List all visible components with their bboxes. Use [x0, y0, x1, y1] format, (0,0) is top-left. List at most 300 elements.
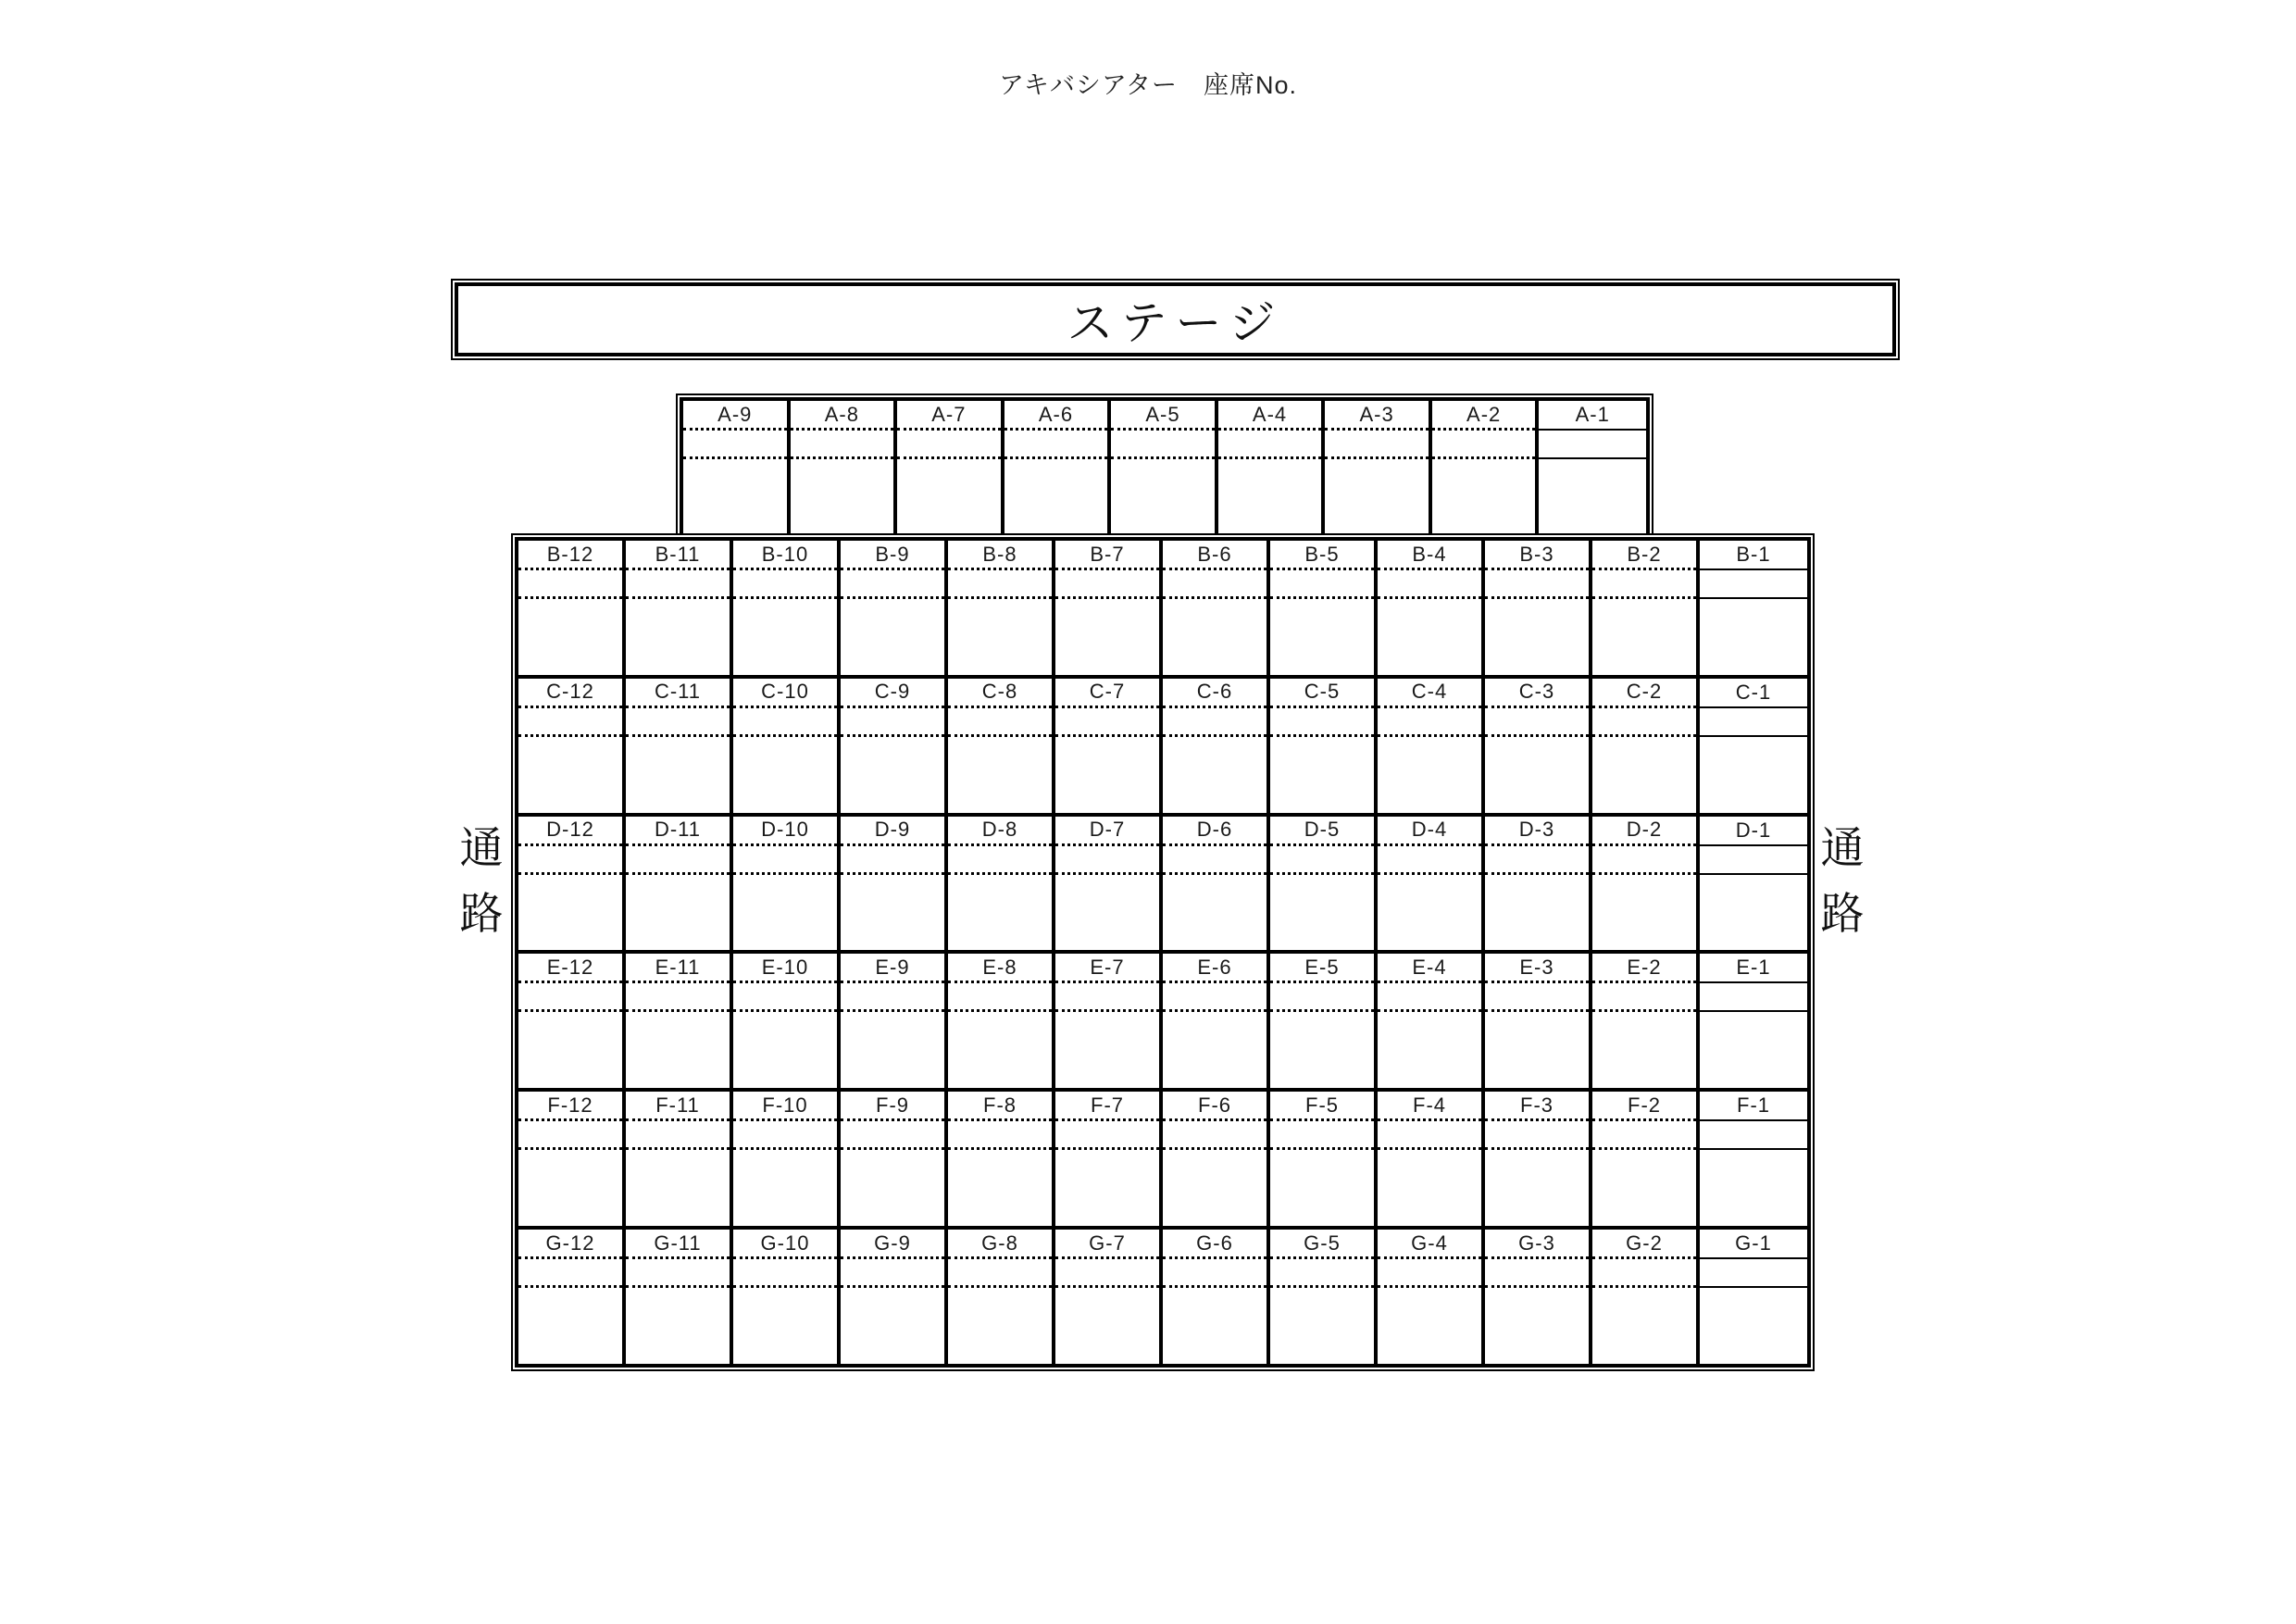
seat-slot-upper [1485, 846, 1589, 875]
seat-label: E-5 [1270, 954, 1374, 983]
seat-label: G-6 [1163, 1230, 1267, 1259]
seat-slot-upper [626, 846, 730, 875]
aisle-right-char-2: 路 [1820, 889, 1865, 938]
seat-cell-e-12 [518, 954, 626, 1088]
main-seating-block [511, 533, 1815, 1371]
seat-slot-upper [1485, 1259, 1589, 1288]
seat-label: B-6 [1163, 541, 1267, 570]
seat-label: B-11 [626, 541, 730, 570]
seat-slot-lower [1378, 599, 1481, 675]
seat-slot-upper [1378, 846, 1481, 875]
seat-slot-upper [733, 708, 837, 737]
seat-slot-lower [1592, 599, 1696, 675]
seat-slot-lower [733, 1288, 837, 1364]
seat-cell-f-12 [518, 1092, 626, 1226]
seat-slot-upper [626, 570, 730, 599]
seat-slot-lower [1592, 875, 1696, 951]
seat-slot-lower [1270, 599, 1374, 675]
seat-label: D-9 [841, 817, 944, 846]
seat-slot-upper [1378, 570, 1481, 599]
seat-cell-a-5 [1111, 401, 1218, 533]
seat-slot-lower [1270, 1012, 1374, 1088]
seat-slot-upper [1163, 846, 1267, 875]
seat-label: B-9 [841, 541, 944, 570]
seat-label: B-3 [1485, 541, 1589, 570]
seat-label: E-8 [948, 954, 1052, 983]
seat-cell-a-9 [683, 401, 791, 533]
seat-label: G-7 [1055, 1230, 1159, 1259]
seat-slot-upper [626, 1259, 730, 1288]
seat-label: C-8 [948, 679, 1052, 708]
seat-slot-lower [948, 1012, 1052, 1088]
seat-slot-lower [626, 1150, 730, 1226]
seat-label: B-1 [1700, 541, 1807, 570]
seat-slot-lower [733, 875, 837, 951]
seat-slot-upper [1378, 708, 1481, 737]
seat-cell-g-8 [948, 1230, 1055, 1364]
seat-slot-upper [1325, 431, 1429, 459]
seat-row-group-e [518, 954, 1807, 1092]
seat-label: A-9 [683, 401, 787, 431]
seat-slot-lower [518, 599, 622, 675]
seat-label: D-4 [1378, 817, 1481, 846]
seat-label: F-6 [1163, 1092, 1267, 1121]
seat-slot-upper [1055, 846, 1159, 875]
seat-cell-a-4 [1218, 401, 1326, 533]
seat-slot-lower [1163, 1150, 1267, 1226]
seat-slot-upper [948, 983, 1052, 1012]
seat-label: C-1 [1700, 679, 1807, 708]
seat-slot-upper [1055, 570, 1159, 599]
seat-label: G-2 [1592, 1230, 1696, 1259]
seat-cell-e-7 [1055, 954, 1163, 1088]
seat-slot-lower [1539, 459, 1646, 533]
seat-cell-e-4 [1378, 954, 1485, 1088]
seat-slot-upper [1700, 846, 1807, 875]
seat-cell-c-5 [1270, 679, 1378, 813]
seat-slot-upper [1163, 708, 1267, 737]
seat-label: G-3 [1485, 1230, 1589, 1259]
seat-cell-e-3 [1485, 954, 1592, 1088]
seat-slot-upper [1004, 431, 1108, 459]
seat-cell-d-6 [1163, 817, 1270, 951]
seat-slot-lower [841, 737, 944, 813]
seat-label: D-11 [626, 817, 730, 846]
seat-slot-lower [948, 875, 1052, 951]
seat-slot-upper [1163, 570, 1267, 599]
seat-slot-lower [1163, 1012, 1267, 1088]
seat-slot-lower [1485, 599, 1589, 675]
seat-cell-d-5 [1270, 817, 1378, 951]
seat-slot-lower [1485, 1288, 1589, 1364]
aisle-left-char-1: 通 [459, 823, 504, 872]
seat-slot-lower [1111, 459, 1215, 533]
seat-cell-g-2 [1592, 1230, 1700, 1364]
seat-slot-upper [733, 570, 837, 599]
seat-label: A-4 [1218, 401, 1322, 431]
seat-cell-a-7 [897, 401, 1004, 533]
seat-cell-b-10 [733, 541, 841, 675]
seat-slot-upper [1163, 983, 1267, 1012]
seat-slot-upper [1700, 1121, 1807, 1150]
seat-slot-lower [1055, 599, 1159, 675]
seat-slot-lower [518, 1288, 622, 1364]
seat-slot-upper [733, 1259, 837, 1288]
seat-slot-lower [1432, 459, 1536, 533]
seat-cell-b-2 [1592, 541, 1700, 675]
seat-slot-lower [1378, 737, 1481, 813]
seat-cell-c-6 [1163, 679, 1270, 813]
seat-cell-f-9 [841, 1092, 948, 1226]
seat-label: G-5 [1270, 1230, 1374, 1259]
seat-slot-lower [1700, 1150, 1807, 1226]
seat-slot-upper [1055, 708, 1159, 737]
seat-cell-f-4 [1378, 1092, 1485, 1226]
seat-label: B-8 [948, 541, 1052, 570]
seat-label: F-11 [626, 1092, 730, 1121]
seat-slot-lower [1592, 737, 1696, 813]
seat-slot-lower [1485, 1150, 1589, 1226]
seat-label: C-7 [1055, 679, 1159, 708]
row-a-seat-grid [680, 397, 1650, 533]
seat-label: E-9 [841, 954, 944, 983]
seat-label: F-5 [1270, 1092, 1374, 1121]
seat-slot-upper [733, 983, 837, 1012]
seat-slot-upper [1592, 708, 1696, 737]
seat-cell-f-5 [1270, 1092, 1378, 1226]
seat-label: F-7 [1055, 1092, 1159, 1121]
seat-slot-upper [1485, 983, 1589, 1012]
seat-label: A-5 [1111, 401, 1215, 431]
seat-slot-lower [1378, 1012, 1481, 1088]
aisle-label-left [457, 815, 505, 946]
seat-slot-upper [1270, 1259, 1374, 1288]
aisle-right-char-1: 通 [1820, 823, 1865, 872]
seat-row-group-f [518, 1092, 1807, 1230]
seat-cell-e-6 [1163, 954, 1270, 1088]
seat-label: B-2 [1592, 541, 1696, 570]
seat-cell-b-1 [1700, 541, 1807, 675]
seat-slot-upper [1700, 983, 1807, 1012]
seat-label: E-12 [518, 954, 622, 983]
seat-slot-upper [1218, 431, 1322, 459]
seat-slot-lower [897, 459, 1001, 533]
seat-cell-b-12 [518, 541, 626, 675]
seat-slot-upper [1592, 846, 1696, 875]
seat-cell-a-3 [1325, 401, 1432, 533]
seat-slot-lower [1378, 1288, 1481, 1364]
seat-slot-lower [626, 599, 730, 675]
seat-slot-lower [733, 1012, 837, 1088]
seat-cell-d-4 [1378, 817, 1485, 951]
seat-slot-upper [841, 708, 944, 737]
seat-slot-lower [1485, 875, 1589, 951]
seat-label: B-7 [1055, 541, 1159, 570]
seat-label: F-1 [1700, 1092, 1807, 1121]
stage-box [451, 279, 1900, 360]
seat-cell-d-7 [1055, 817, 1163, 951]
seat-slot-upper [948, 1259, 1052, 1288]
seat-row-group-g [518, 1230, 1807, 1364]
seat-cell-c-2 [1592, 679, 1700, 813]
seat-slot-lower [948, 1288, 1052, 1364]
seat-label: F-4 [1378, 1092, 1481, 1121]
seat-label: G-11 [626, 1230, 730, 1259]
seat-label: F-2 [1592, 1092, 1696, 1121]
seat-slot-upper [1378, 1121, 1481, 1150]
seat-slot-lower [626, 1012, 730, 1088]
seat-cell-e-2 [1592, 954, 1700, 1088]
seat-slot-upper [1163, 1121, 1267, 1150]
seat-slot-lower [1378, 1150, 1481, 1226]
seat-label: C-11 [626, 679, 730, 708]
seat-slot-lower [1700, 737, 1807, 813]
seat-label: D-3 [1485, 817, 1589, 846]
stage-label: ステージ [1067, 297, 1284, 349]
seat-slot-lower [1700, 875, 1807, 951]
seat-label: G-9 [841, 1230, 944, 1259]
main-seat-grid [515, 537, 1811, 1368]
seat-slot-lower [626, 737, 730, 813]
seat-label: E-4 [1378, 954, 1481, 983]
seat-cell-f-8 [948, 1092, 1055, 1226]
seat-slot-lower [1163, 599, 1267, 675]
seat-slot-lower [626, 1288, 730, 1364]
seat-cell-g-10 [733, 1230, 841, 1364]
seat-label: G-8 [948, 1230, 1052, 1259]
seat-cell-f-11 [626, 1092, 733, 1226]
seat-cell-c-12 [518, 679, 626, 813]
seat-label: E-2 [1592, 954, 1696, 983]
seat-slot-lower [841, 1288, 944, 1364]
seat-slot-upper [1592, 983, 1696, 1012]
seat-slot-lower [1270, 737, 1374, 813]
seat-label: G-10 [733, 1230, 837, 1259]
seat-label: D-8 [948, 817, 1052, 846]
seat-cell-b-6 [1163, 541, 1270, 675]
seat-cell-c-4 [1378, 679, 1485, 813]
seat-slot-upper [733, 846, 837, 875]
seat-cell-g-1 [1700, 1230, 1807, 1364]
seat-label: B-5 [1270, 541, 1374, 570]
seat-label: G-4 [1378, 1230, 1481, 1259]
seat-slot-lower [1163, 1288, 1267, 1364]
seat-slot-lower [948, 737, 1052, 813]
seat-label: A-3 [1325, 401, 1429, 431]
seat-slot-upper [948, 570, 1052, 599]
seat-cell-b-5 [1270, 541, 1378, 675]
seat-slot-upper [897, 431, 1001, 459]
seat-slot-upper [1270, 846, 1374, 875]
seat-cell-d-8 [948, 817, 1055, 951]
seat-slot-lower [841, 1150, 944, 1226]
seat-slot-lower [1378, 875, 1481, 951]
seat-label: C-5 [1270, 679, 1374, 708]
seat-cell-a-8 [791, 401, 898, 533]
seat-slot-lower [841, 599, 944, 675]
seat-slot-upper [1592, 1259, 1696, 1288]
seat-cell-c-9 [841, 679, 948, 813]
seat-slot-upper [791, 431, 894, 459]
seat-slot-lower [518, 737, 622, 813]
seat-cell-b-4 [1378, 541, 1485, 675]
seat-label: A-1 [1539, 401, 1646, 431]
seat-cell-e-11 [626, 954, 733, 1088]
seat-label: G-12 [518, 1230, 622, 1259]
seat-slot-upper [626, 1121, 730, 1150]
seat-label: G-1 [1700, 1230, 1807, 1259]
seat-slot-lower [1270, 1288, 1374, 1364]
seat-cell-g-9 [841, 1230, 948, 1364]
seat-slot-lower [1592, 1150, 1696, 1226]
seat-label: E-3 [1485, 954, 1589, 983]
seat-slot-upper [518, 570, 622, 599]
seat-cell-g-3 [1485, 1230, 1592, 1364]
seat-label: E-7 [1055, 954, 1159, 983]
seat-slot-upper [948, 708, 1052, 737]
seat-label: F-12 [518, 1092, 622, 1121]
seat-slot-upper [733, 1121, 837, 1150]
seat-slot-lower [1004, 459, 1108, 533]
seat-cell-g-6 [1163, 1230, 1270, 1364]
seat-slot-upper [1592, 570, 1696, 599]
seat-slot-upper [1055, 1121, 1159, 1150]
seat-cell-f-3 [1485, 1092, 1592, 1226]
seat-cell-f-2 [1592, 1092, 1700, 1226]
seat-cell-c-7 [1055, 679, 1163, 813]
seat-label: D-10 [733, 817, 837, 846]
seat-cell-c-3 [1485, 679, 1592, 813]
seat-cell-g-4 [1378, 1230, 1485, 1364]
seat-slot-upper [1270, 1121, 1374, 1150]
seat-label: E-10 [733, 954, 837, 983]
seat-cell-f-7 [1055, 1092, 1163, 1226]
seat-label: A-2 [1432, 401, 1536, 431]
seat-slot-lower [1270, 1150, 1374, 1226]
seat-cell-e-10 [733, 954, 841, 1088]
seat-label: E-6 [1163, 954, 1267, 983]
stage-box-inner-border [455, 282, 1896, 356]
seat-slot-lower [733, 1150, 837, 1226]
seat-slot-upper [1700, 570, 1807, 599]
seat-row-group-d [518, 817, 1807, 955]
seat-slot-lower [1325, 459, 1429, 533]
document-title: アキバシアター 座席No. [998, 71, 1298, 99]
seat-cell-e-9 [841, 954, 948, 1088]
seat-slot-lower [1592, 1012, 1696, 1088]
seat-slot-lower [518, 1150, 622, 1226]
seat-row-group-b [518, 541, 1807, 679]
seat-slot-upper [1270, 708, 1374, 737]
seat-cell-g-7 [1055, 1230, 1163, 1364]
seat-slot-upper [1700, 1259, 1807, 1288]
seat-cell-d-3 [1485, 817, 1592, 951]
seat-label: D-2 [1592, 817, 1696, 846]
seat-slot-lower [1218, 459, 1322, 533]
seat-slot-upper [518, 708, 622, 737]
seat-cell-a-1 [1539, 401, 1646, 533]
seat-label: F-9 [841, 1092, 944, 1121]
seat-slot-upper [1163, 1259, 1267, 1288]
seat-cell-a-2 [1432, 401, 1540, 533]
seat-slot-lower [518, 875, 622, 951]
seat-cell-c-11 [626, 679, 733, 813]
seat-label: C-4 [1378, 679, 1481, 708]
seat-cell-f-1 [1700, 1092, 1807, 1226]
aisle-left-char-2: 路 [459, 889, 504, 938]
seat-slot-upper [841, 570, 944, 599]
seat-cell-d-2 [1592, 817, 1700, 951]
seat-cell-d-11 [626, 817, 733, 951]
seat-label: D-5 [1270, 817, 1374, 846]
seat-label: A-7 [897, 401, 1001, 431]
seat-slot-lower [1270, 875, 1374, 951]
seat-slot-lower [1055, 1150, 1159, 1226]
seat-slot-lower [1055, 737, 1159, 813]
seat-slot-upper [841, 846, 944, 875]
aisle-label-right [1818, 815, 1866, 946]
seat-slot-upper [683, 431, 787, 459]
seat-label: D-6 [1163, 817, 1267, 846]
seat-slot-lower [841, 1012, 944, 1088]
seat-cell-d-12 [518, 817, 626, 951]
seat-cell-c-1 [1700, 679, 1807, 813]
seat-label: D-1 [1700, 817, 1807, 846]
seat-slot-upper [841, 983, 944, 1012]
seat-label: F-3 [1485, 1092, 1589, 1121]
seat-slot-lower [733, 737, 837, 813]
seat-label: D-12 [518, 817, 622, 846]
seat-slot-upper [1378, 1259, 1481, 1288]
seat-cell-b-11 [626, 541, 733, 675]
seat-cell-g-5 [1270, 1230, 1378, 1364]
seat-slot-lower [626, 875, 730, 951]
seat-label: C-3 [1485, 679, 1589, 708]
seat-slot-upper [1485, 1121, 1589, 1150]
seat-label: C-9 [841, 679, 944, 708]
seat-label: A-8 [791, 401, 894, 431]
seat-cell-e-8 [948, 954, 1055, 1088]
seat-cell-b-9 [841, 541, 948, 675]
seat-slot-lower [1055, 1288, 1159, 1364]
seat-cell-f-10 [733, 1092, 841, 1226]
seat-cell-a-6 [1004, 401, 1112, 533]
seat-slot-upper [626, 708, 730, 737]
seat-cell-g-11 [626, 1230, 733, 1364]
seat-slot-upper [948, 1121, 1052, 1150]
seat-slot-upper [1700, 708, 1807, 737]
seat-slot-upper [1270, 983, 1374, 1012]
seat-cell-b-3 [1485, 541, 1592, 675]
seat-cell-e-5 [1270, 954, 1378, 1088]
seat-slot-lower [841, 875, 944, 951]
seat-slot-upper [1378, 983, 1481, 1012]
seat-row-group-c [518, 679, 1807, 817]
seat-slot-lower [518, 1012, 622, 1088]
seat-slot-upper [841, 1259, 944, 1288]
seat-slot-upper [1539, 431, 1646, 459]
seat-slot-lower [733, 599, 837, 675]
seat-label: B-12 [518, 541, 622, 570]
seat-slot-upper [1055, 1259, 1159, 1288]
seat-slot-upper [518, 1121, 622, 1150]
seat-cell-f-6 [1163, 1092, 1270, 1226]
seat-cell-c-10 [733, 679, 841, 813]
seat-slot-lower [1700, 599, 1807, 675]
seat-label: C-12 [518, 679, 622, 708]
seat-slot-upper [1485, 708, 1589, 737]
seat-slot-lower [1700, 1012, 1807, 1088]
